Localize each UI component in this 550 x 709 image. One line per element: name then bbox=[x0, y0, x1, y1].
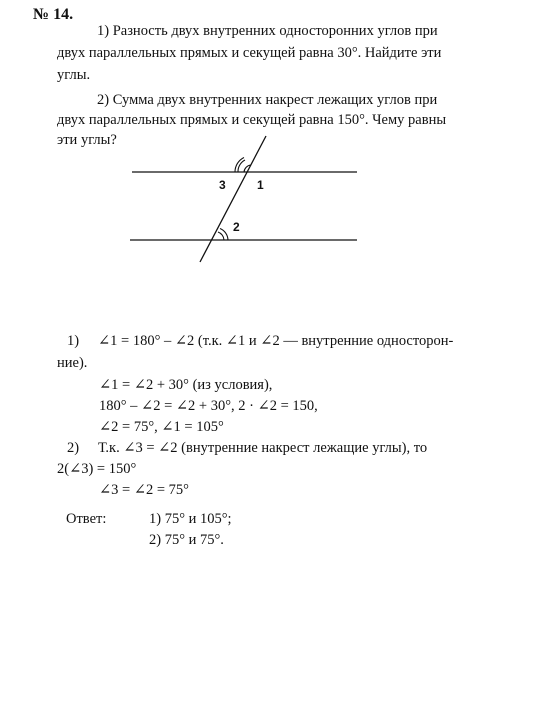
solution-1-line4: 180° – ∠2 = ∠2 + 30°, 2 · ∠2 = 150, bbox=[99, 398, 318, 414]
solution-1-line3: ∠1 = ∠2 + 30° (из условия), bbox=[99, 377, 273, 393]
label-angle-3: 3 bbox=[219, 178, 226, 192]
angle-2-arc-a bbox=[218, 232, 224, 240]
part2-line3: эти углы? bbox=[57, 132, 117, 148]
solution-1-line5: ∠2 = 75°, ∠1 = 105° bbox=[99, 419, 224, 435]
solution-2-line1: Т.к. ∠3 = ∠2 (внутренние накрест лежащие углы), то bbox=[98, 440, 428, 456]
solution-2-line2: 2(∠3) = 150° bbox=[57, 461, 137, 477]
part1-line2: двух параллельных прямых и секущей равна 30°. Найдите эти bbox=[57, 45, 442, 61]
answer-1: 1) 75° и 105°; bbox=[149, 511, 232, 527]
part2-line1: 2) Сумма двух внутренних накрест лежащих углов при bbox=[97, 92, 438, 108]
solution-2-line3: ∠3 = ∠2 = 75° bbox=[99, 482, 189, 498]
label-angle-2: 2 bbox=[233, 220, 240, 234]
part2-line2: двух параллельных прямых и секущей равна 150°. Чему равны bbox=[57, 112, 447, 128]
answer-2: 2) 75° и 75°. bbox=[149, 532, 224, 548]
solution-1-line2: ние). bbox=[57, 355, 88, 371]
secant-line bbox=[200, 136, 266, 262]
solution-1-line1: ∠1 = 180° – ∠2 (т.к. ∠1 и ∠2 — внутренние односторон- bbox=[98, 333, 454, 349]
answer-label: Ответ: bbox=[66, 511, 107, 527]
part1-line1: 1) Разность двух внутренних односторонних углов при bbox=[97, 23, 438, 39]
problem-number: № 14. bbox=[33, 6, 74, 23]
geometry-diagram bbox=[0, 0, 550, 330]
label-angle-1: 1 bbox=[257, 178, 264, 192]
solution-2-number: 2) bbox=[67, 440, 80, 456]
part1-line3: углы. bbox=[57, 67, 91, 83]
solution-1-number: 1) bbox=[67, 333, 80, 349]
